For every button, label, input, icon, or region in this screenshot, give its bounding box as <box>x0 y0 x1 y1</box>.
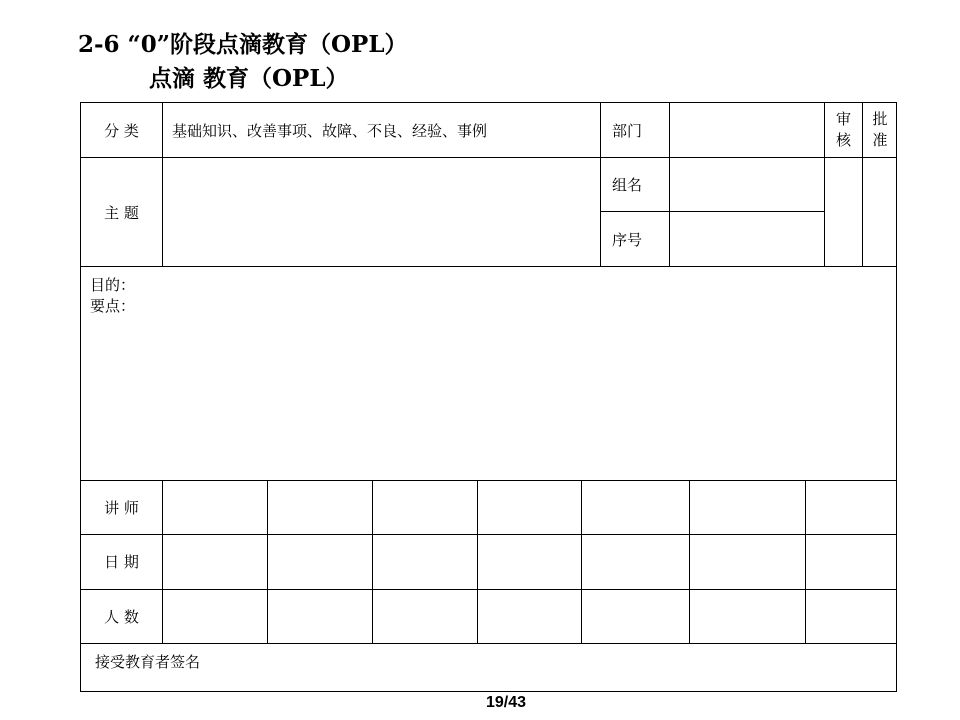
group-label: 组名 <box>612 176 643 194</box>
lecturer-label: 讲 师 <box>104 499 139 517</box>
column-divider <box>581 480 582 643</box>
row-divider <box>81 266 897 267</box>
content-area[interactable] <box>161 275 891 475</box>
review-label-char1: 审 <box>835 110 851 128</box>
column-divider <box>267 480 268 643</box>
serial-field[interactable] <box>670 212 824 266</box>
date-label: 日 期 <box>104 553 139 571</box>
row-divider <box>81 589 897 590</box>
row-divider <box>81 480 897 481</box>
subject-field[interactable] <box>163 158 600 266</box>
row-divider <box>81 643 897 644</box>
serial-label: 序号 <box>612 231 643 249</box>
column-divider <box>477 480 478 643</box>
keypoints-label: 要点： <box>90 297 136 315</box>
group-field[interactable] <box>670 158 824 211</box>
subject-label: 主 题 <box>104 204 139 222</box>
category-value: 基础知识、改善事项、故障、不良、经验、事例 <box>172 122 488 140</box>
column-divider <box>805 480 806 643</box>
department-label: 部门 <box>612 122 643 140</box>
column-divider <box>600 103 601 266</box>
page-title: 2-6 “0”阶段点滴教育（OPL） <box>78 31 408 58</box>
approve-label-char2: 准 <box>872 131 888 149</box>
row-divider <box>81 534 897 535</box>
count-label: 人 数 <box>104 608 139 626</box>
trainee-sign-label: 接受教育者签名 <box>95 653 201 671</box>
purpose-label: 目的： <box>90 276 136 294</box>
page-number: 19/43 <box>485 694 527 711</box>
column-divider <box>689 480 690 643</box>
review-label <box>825 109 862 151</box>
department-field[interactable] <box>670 103 824 157</box>
review-label-char2: 核 <box>835 131 851 149</box>
approve-label-char1: 批 <box>872 110 888 128</box>
opl-form <box>80 102 897 692</box>
approve-label <box>863 109 897 151</box>
category-label: 分 类 <box>104 122 139 140</box>
column-divider <box>372 480 373 643</box>
column-divider <box>162 480 163 643</box>
page-subtitle: 点滴 教育（OPL） <box>149 65 349 92</box>
